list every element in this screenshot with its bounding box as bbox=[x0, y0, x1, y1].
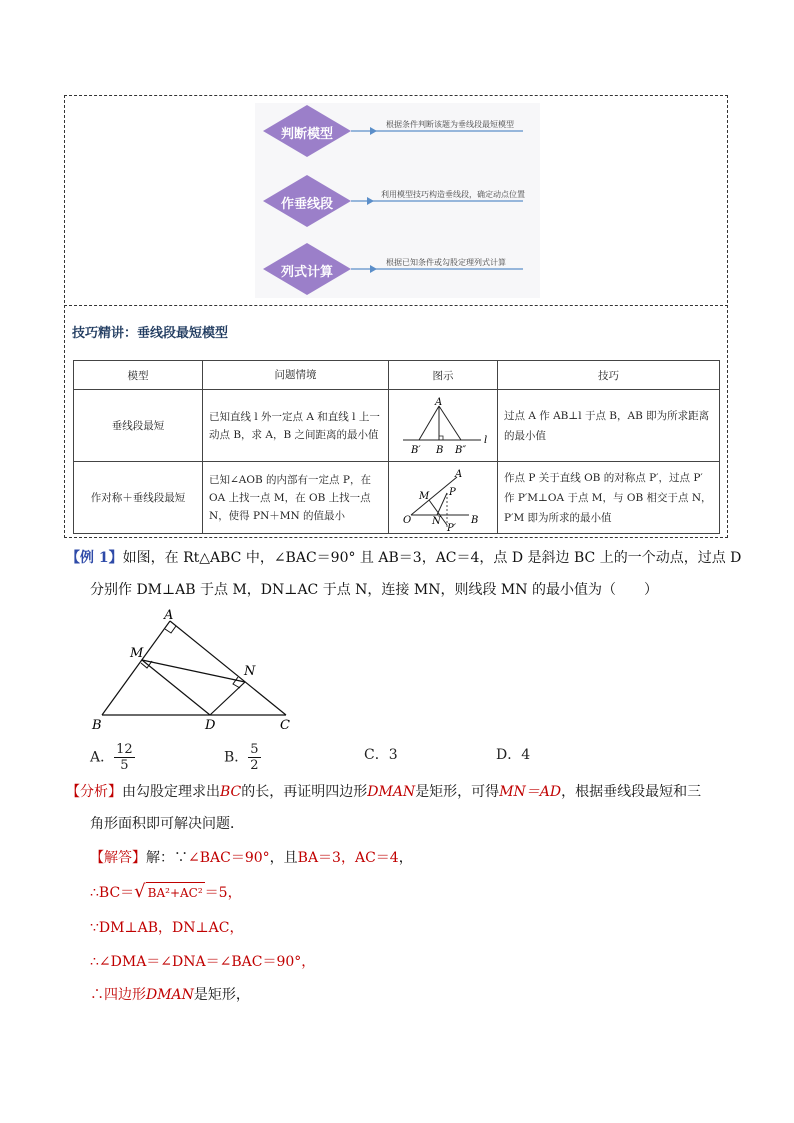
label-B-double-prime: B″ bbox=[455, 444, 467, 456]
model-technique: 过点 A 作 AB⊥l 于点 B，AB 即为所求距离的最小值 bbox=[498, 390, 720, 462]
choice-d[interactable]: D．4 bbox=[496, 747, 531, 763]
model-name: 作对称＋垂线段最短 bbox=[74, 462, 203, 534]
section-title: 技巧精讲：垂线段最短模型 bbox=[72, 326, 229, 341]
solution-line-1: 【解答】解：∵∠BAC＝90°，且BA＝3，AC＝4， bbox=[90, 850, 413, 866]
label-O: O bbox=[403, 514, 412, 526]
choice-c[interactable]: C．3 bbox=[364, 747, 398, 763]
model-figure bbox=[389, 462, 498, 534]
label-C: C bbox=[280, 718, 290, 733]
reflection-figure bbox=[389, 465, 497, 531]
flow-step-2-note: 利用模型技巧构造垂线段，确定动点位置 bbox=[381, 190, 525, 199]
solution-tag: 【解答】 bbox=[90, 850, 146, 866]
label-P-prime: P′ bbox=[447, 522, 456, 531]
table-row bbox=[74, 390, 720, 462]
label-M: M bbox=[419, 490, 430, 502]
label-l: l bbox=[484, 434, 488, 446]
flow-step-3-label: 列式计算 bbox=[280, 265, 333, 280]
label-N: N bbox=[244, 664, 256, 679]
analysis-line-2: 角形面积即可解决问题． bbox=[90, 816, 244, 832]
model-situation: 已知直线 l 外一定点 A 和直线 l 上一动点 B，求 A，B 之间距离的最小值 bbox=[203, 390, 389, 462]
choice-b[interactable]: B． $\frac{5}{2}$ bbox=[224, 742, 259, 773]
table-header: 问题情境 bbox=[203, 361, 389, 390]
analysis-tag: 【分析】 bbox=[66, 784, 122, 800]
flow-step-1-note: 根据条件判断该题为垂线段最短模型 bbox=[386, 120, 514, 129]
label-B: B bbox=[92, 718, 102, 733]
flow-step-2-label: 作垂线段 bbox=[280, 197, 333, 212]
model-name: 垂线段最短 bbox=[74, 390, 203, 462]
model-technique: 作点 P 关于直线 OB 的对称点 P′，过点 P′作 P′M⊥OA 于点 M，与 OB 相交于点 N，P′M 即为所求的最小值 bbox=[498, 462, 720, 534]
flow-step-1-label: 判断模型 bbox=[280, 127, 333, 142]
choice-a-fraction: $\frac{12}{5}$ bbox=[116, 742, 133, 773]
label-B: B bbox=[436, 444, 444, 456]
label-B: B bbox=[471, 514, 479, 526]
model-figure bbox=[389, 390, 498, 462]
sqrt-expression: BA²+AC² bbox=[146, 882, 205, 903]
solution-step-2: ∵DM⊥AB，DN⊥AC， bbox=[90, 920, 244, 936]
label-N: N bbox=[432, 515, 441, 527]
example-question-part1: 如图，在 Rt△ABC 中，∠BAC＝90° 且 AB＝3，AC＝4，点 D 是斜边 BC 上的一个动点，过点 D bbox=[122, 550, 742, 566]
table-header: 图示 bbox=[389, 361, 498, 390]
table-header: 技巧 bbox=[498, 361, 720, 390]
table-header-row bbox=[74, 361, 720, 390]
analysis-line-1: 【分析】由勾股定理求出BC的长，再证明四边形DMAN是矩形，可得MN＝AD，根据垂线段最短和三 bbox=[66, 784, 702, 800]
label-A: A bbox=[435, 396, 443, 408]
example-question-part2: 分别作 DM⊥AB 于点 M，DN⊥AC 于点 N，连接 MN，则线段 MN 的最小值为（ ） bbox=[90, 582, 658, 598]
choice-a[interactable]: A． $\frac{12}{5}$ bbox=[90, 742, 133, 773]
frame-divider bbox=[64, 305, 728, 306]
model-table bbox=[73, 360, 720, 534]
label-A: A bbox=[164, 608, 174, 623]
solution-step-4: ∴四边形DMAN是矩形， bbox=[90, 987, 250, 1003]
perpendicular-figure bbox=[389, 396, 497, 456]
example-line-1 bbox=[66, 548, 741, 568]
solution-step-3: ∴∠DMA＝∠DNA＝∠BAC＝90°， bbox=[90, 954, 316, 970]
flow-step-3-note: 根据已知条件或勾股定理列式计算 bbox=[386, 258, 506, 267]
label-P: P bbox=[449, 486, 456, 498]
solution-step-1: ∴BC＝√ BA²+AC² ＝5， bbox=[90, 881, 242, 902]
model-situation: 已知∠AOB 的内部有一定点 P，在 OA 上找一点 M，在 OB 上找一点 N，使得 PN＋MN 的值最小 bbox=[203, 462, 389, 534]
example-tag: 【例 1】 bbox=[66, 550, 123, 566]
triangle-figure bbox=[90, 605, 305, 735]
label-B-prime: B′ bbox=[411, 444, 421, 456]
label-D: D bbox=[205, 718, 216, 733]
table-header: 模型 bbox=[74, 361, 203, 390]
label-A: A bbox=[455, 468, 463, 480]
label-M: M bbox=[130, 646, 144, 661]
choice-b-fraction: $\frac{5}{2}$ bbox=[250, 742, 259, 773]
table-row bbox=[74, 462, 720, 534]
